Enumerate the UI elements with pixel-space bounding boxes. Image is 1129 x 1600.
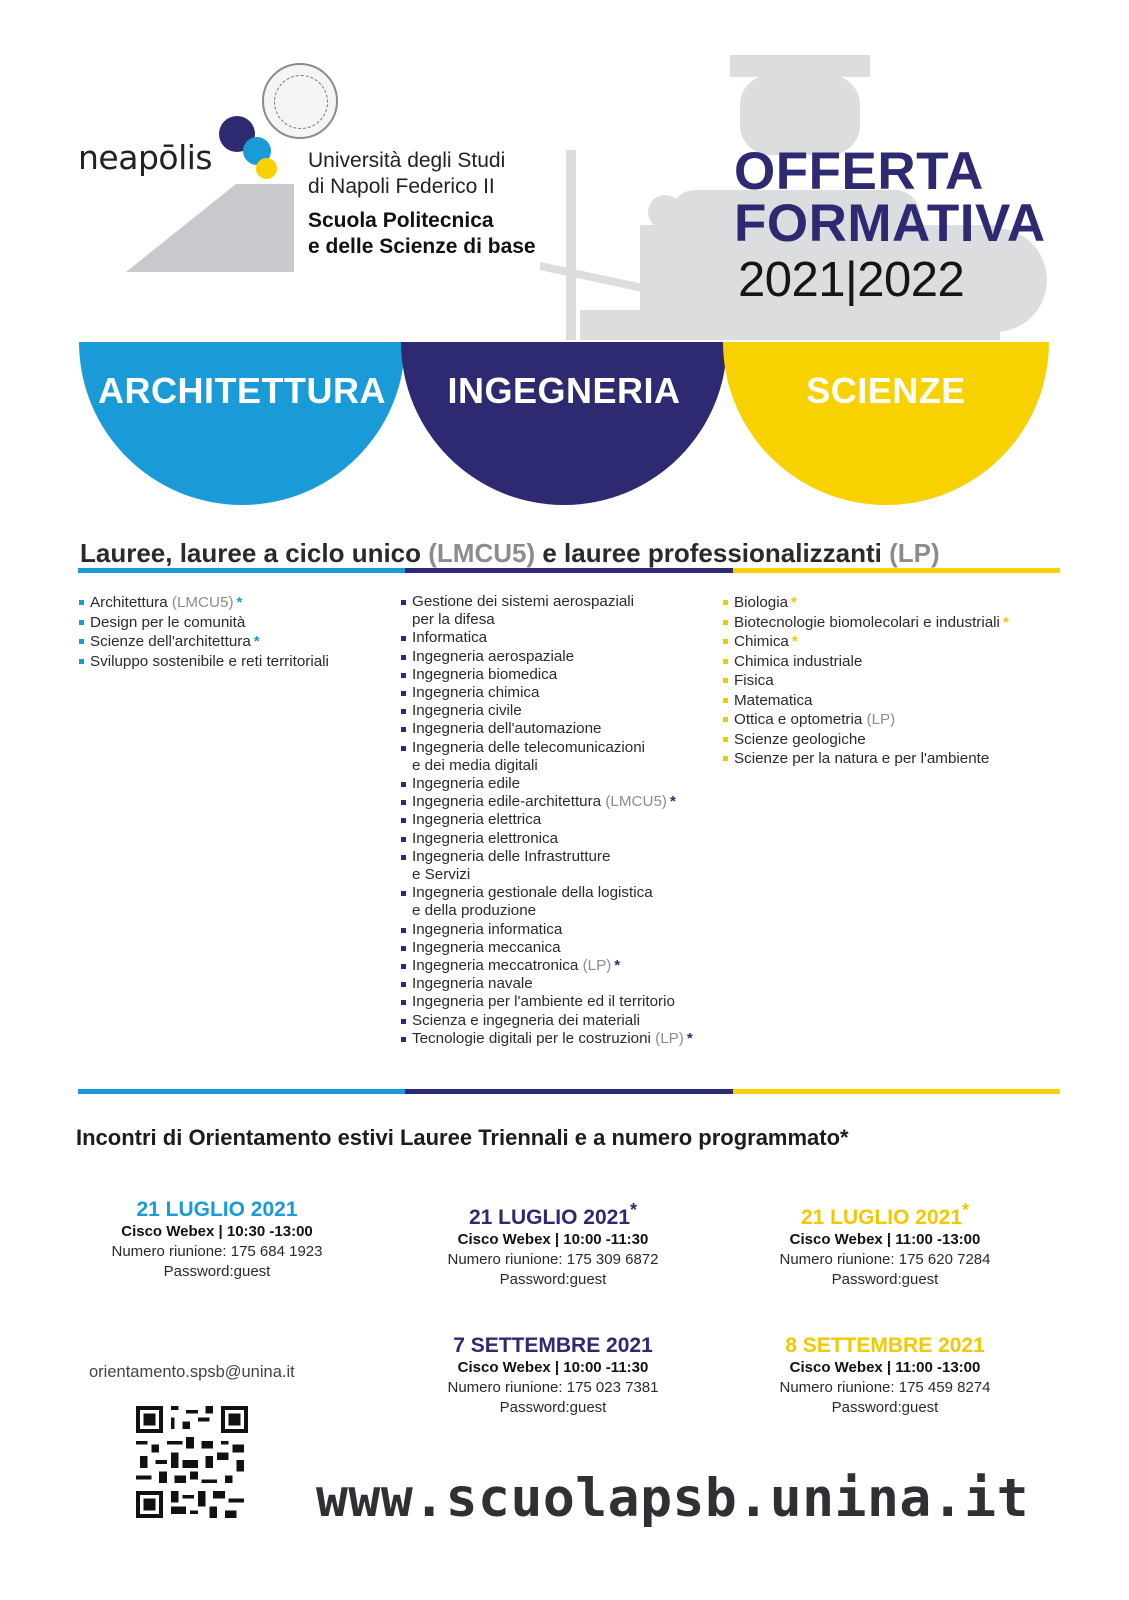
tricolor-divider-bottom	[78, 1089, 1060, 1094]
list-item: Sviluppo sostenibile e reti territoriali	[78, 652, 329, 672]
list-item: Ingegneria biomedica	[400, 666, 693, 684]
degrees-section-title: Lauree, lauree a ciclo unico (LMCU5) e lauree professionalizzanti (LP)	[80, 538, 940, 568]
academic-years: 2021|2022	[738, 253, 965, 307]
list-item: Ingegneria elettrica	[400, 811, 693, 829]
list-item: Gestione dei sistemi aerospaziali per la difesa	[400, 593, 693, 629]
logo-dot-yellow	[256, 158, 277, 179]
neapolis-logo: neapōlis	[78, 138, 213, 177]
meeting-password: Password:guest	[499, 1399, 607, 1416]
meeting-number: Numero riunione: 175 684 1923	[111, 1243, 323, 1260]
tricolor-divider-top	[78, 568, 1060, 573]
list-item: Informatica	[400, 629, 693, 647]
list-item: Tecnologie digitali per le costruzioni (LP) *	[400, 1030, 693, 1048]
list-item: Fisica	[722, 671, 1009, 691]
meeting-date: 21 LUGLIO 2021*	[468, 1200, 638, 1229]
list-item: Ingegneria chimica	[400, 684, 693, 702]
meeting-card	[67, 1198, 367, 1282]
meeting-tool: Cisco Webex | 11:00 -13:00	[789, 1359, 981, 1376]
website-url[interactable]: www.scuolapsb.unina.it	[316, 1468, 1029, 1529]
list-item: Ingegneria meccatronica (LP) *	[400, 957, 693, 975]
list-item: Scienze per la natura e per l'ambiente	[722, 749, 1009, 769]
list-item: Ingegneria civile	[400, 702, 693, 720]
meeting-date: 21 LUGLIO 2021	[136, 1198, 298, 1221]
scienze-course-list	[722, 593, 1009, 769]
meeting-number: Numero riunione: 175 309 6872	[447, 1251, 659, 1268]
list-item: Ingegneria elettronica	[400, 830, 693, 848]
contact-email[interactable]: orientamento.spsb@unina.it	[89, 1363, 295, 1381]
list-item: Ingegneria edile	[400, 775, 693, 793]
list-item: Design per le comunità	[78, 613, 329, 633]
list-item: Chimica industriale	[722, 652, 1009, 672]
architettura-course-list	[78, 593, 329, 671]
meeting-tool: Cisco Webex | 10:00 -11:30	[457, 1359, 649, 1376]
area-ingegneria: INGEGNERIA	[401, 342, 727, 505]
meeting-card	[403, 1198, 703, 1290]
meeting-password: Password:guest	[831, 1271, 939, 1288]
list-item: Ingegneria edile-architettura (LMCU5) *	[400, 793, 693, 811]
list-item: Ingegneria aerospaziale	[400, 648, 693, 666]
meeting-tool: Cisco Webex | 11:00 -13:00	[789, 1231, 981, 1248]
list-item: Ingegneria gestionale della logistica e della produzione	[400, 884, 693, 920]
logo-wedge-shape	[126, 184, 294, 274]
area-architettura: ARCHITETTURA	[79, 342, 405, 505]
meeting-number: Numero riunione: 175 459 8274	[779, 1379, 991, 1396]
list-item: Biologia *	[722, 593, 1009, 613]
university-seal-logo	[262, 63, 338, 139]
meeting-number: Numero riunione: 175 023 7381	[447, 1379, 659, 1396]
area-scienze: SCIENZE	[723, 342, 1049, 505]
list-item: Ingegneria meccanica	[400, 939, 693, 957]
meeting-card	[735, 1198, 1035, 1290]
list-item: Ingegneria dell'automazione	[400, 720, 693, 738]
ingegneria-course-list	[400, 593, 693, 1048]
list-item: Chimica *	[722, 632, 1009, 652]
meeting-date: 7 SETTEMBRE 2021	[453, 1334, 653, 1357]
list-item: Ingegneria delle Infrastrutture e Servizi	[400, 848, 693, 884]
list-item: Architettura (LMCU5) *	[78, 593, 329, 613]
list-item: Biotecnologie biomolecolari e industriali *	[722, 613, 1009, 633]
meetings-title: Incontri di Orientamento estivi Lauree Triennali e a numero programmato*	[76, 1125, 849, 1150]
university-name: Università degli Studi di Napoli Federico II	[308, 149, 506, 198]
meeting-password: Password:guest	[163, 1263, 271, 1280]
meeting-number: Numero riunione: 175 620 7284	[779, 1251, 991, 1268]
meeting-password: Password:guest	[499, 1271, 607, 1288]
meeting-card	[403, 1334, 703, 1418]
list-item: Scienze dell'architettura *	[78, 632, 329, 652]
list-item: Ingegneria navale	[400, 975, 693, 993]
offerta-formativa-title: OFFERTA FORMATIVA	[734, 142, 1046, 253]
school-name: Scuola Politecnica e delle Scienze di base	[308, 209, 536, 258]
meeting-date: 21 LUGLIO 2021*	[800, 1200, 970, 1229]
meeting-card	[735, 1334, 1035, 1418]
list-item: Ottica e optometria (LP)	[722, 710, 1009, 730]
list-item: Ingegneria per l'ambiente ed il territorio	[400, 993, 693, 1011]
meeting-tool: Cisco Webex | 10:30 -13:00	[121, 1223, 313, 1240]
meeting-date: 8 SETTEMBRE 2021	[785, 1334, 985, 1357]
meeting-tool: Cisco Webex | 10:00 -11:30	[457, 1231, 649, 1248]
list-item: Ingegneria informatica	[400, 921, 693, 939]
list-item: Scienza e ingegneria dei materiali	[400, 1012, 693, 1030]
list-item: Scienze geologiche	[722, 730, 1009, 750]
meeting-password: Password:guest	[831, 1399, 939, 1416]
qr-code-icon[interactable]	[136, 1406, 248, 1518]
list-item: Ingegneria delle telecomunicazioni e dei media digitali	[400, 739, 693, 775]
list-item: Matematica	[722, 691, 1009, 711]
